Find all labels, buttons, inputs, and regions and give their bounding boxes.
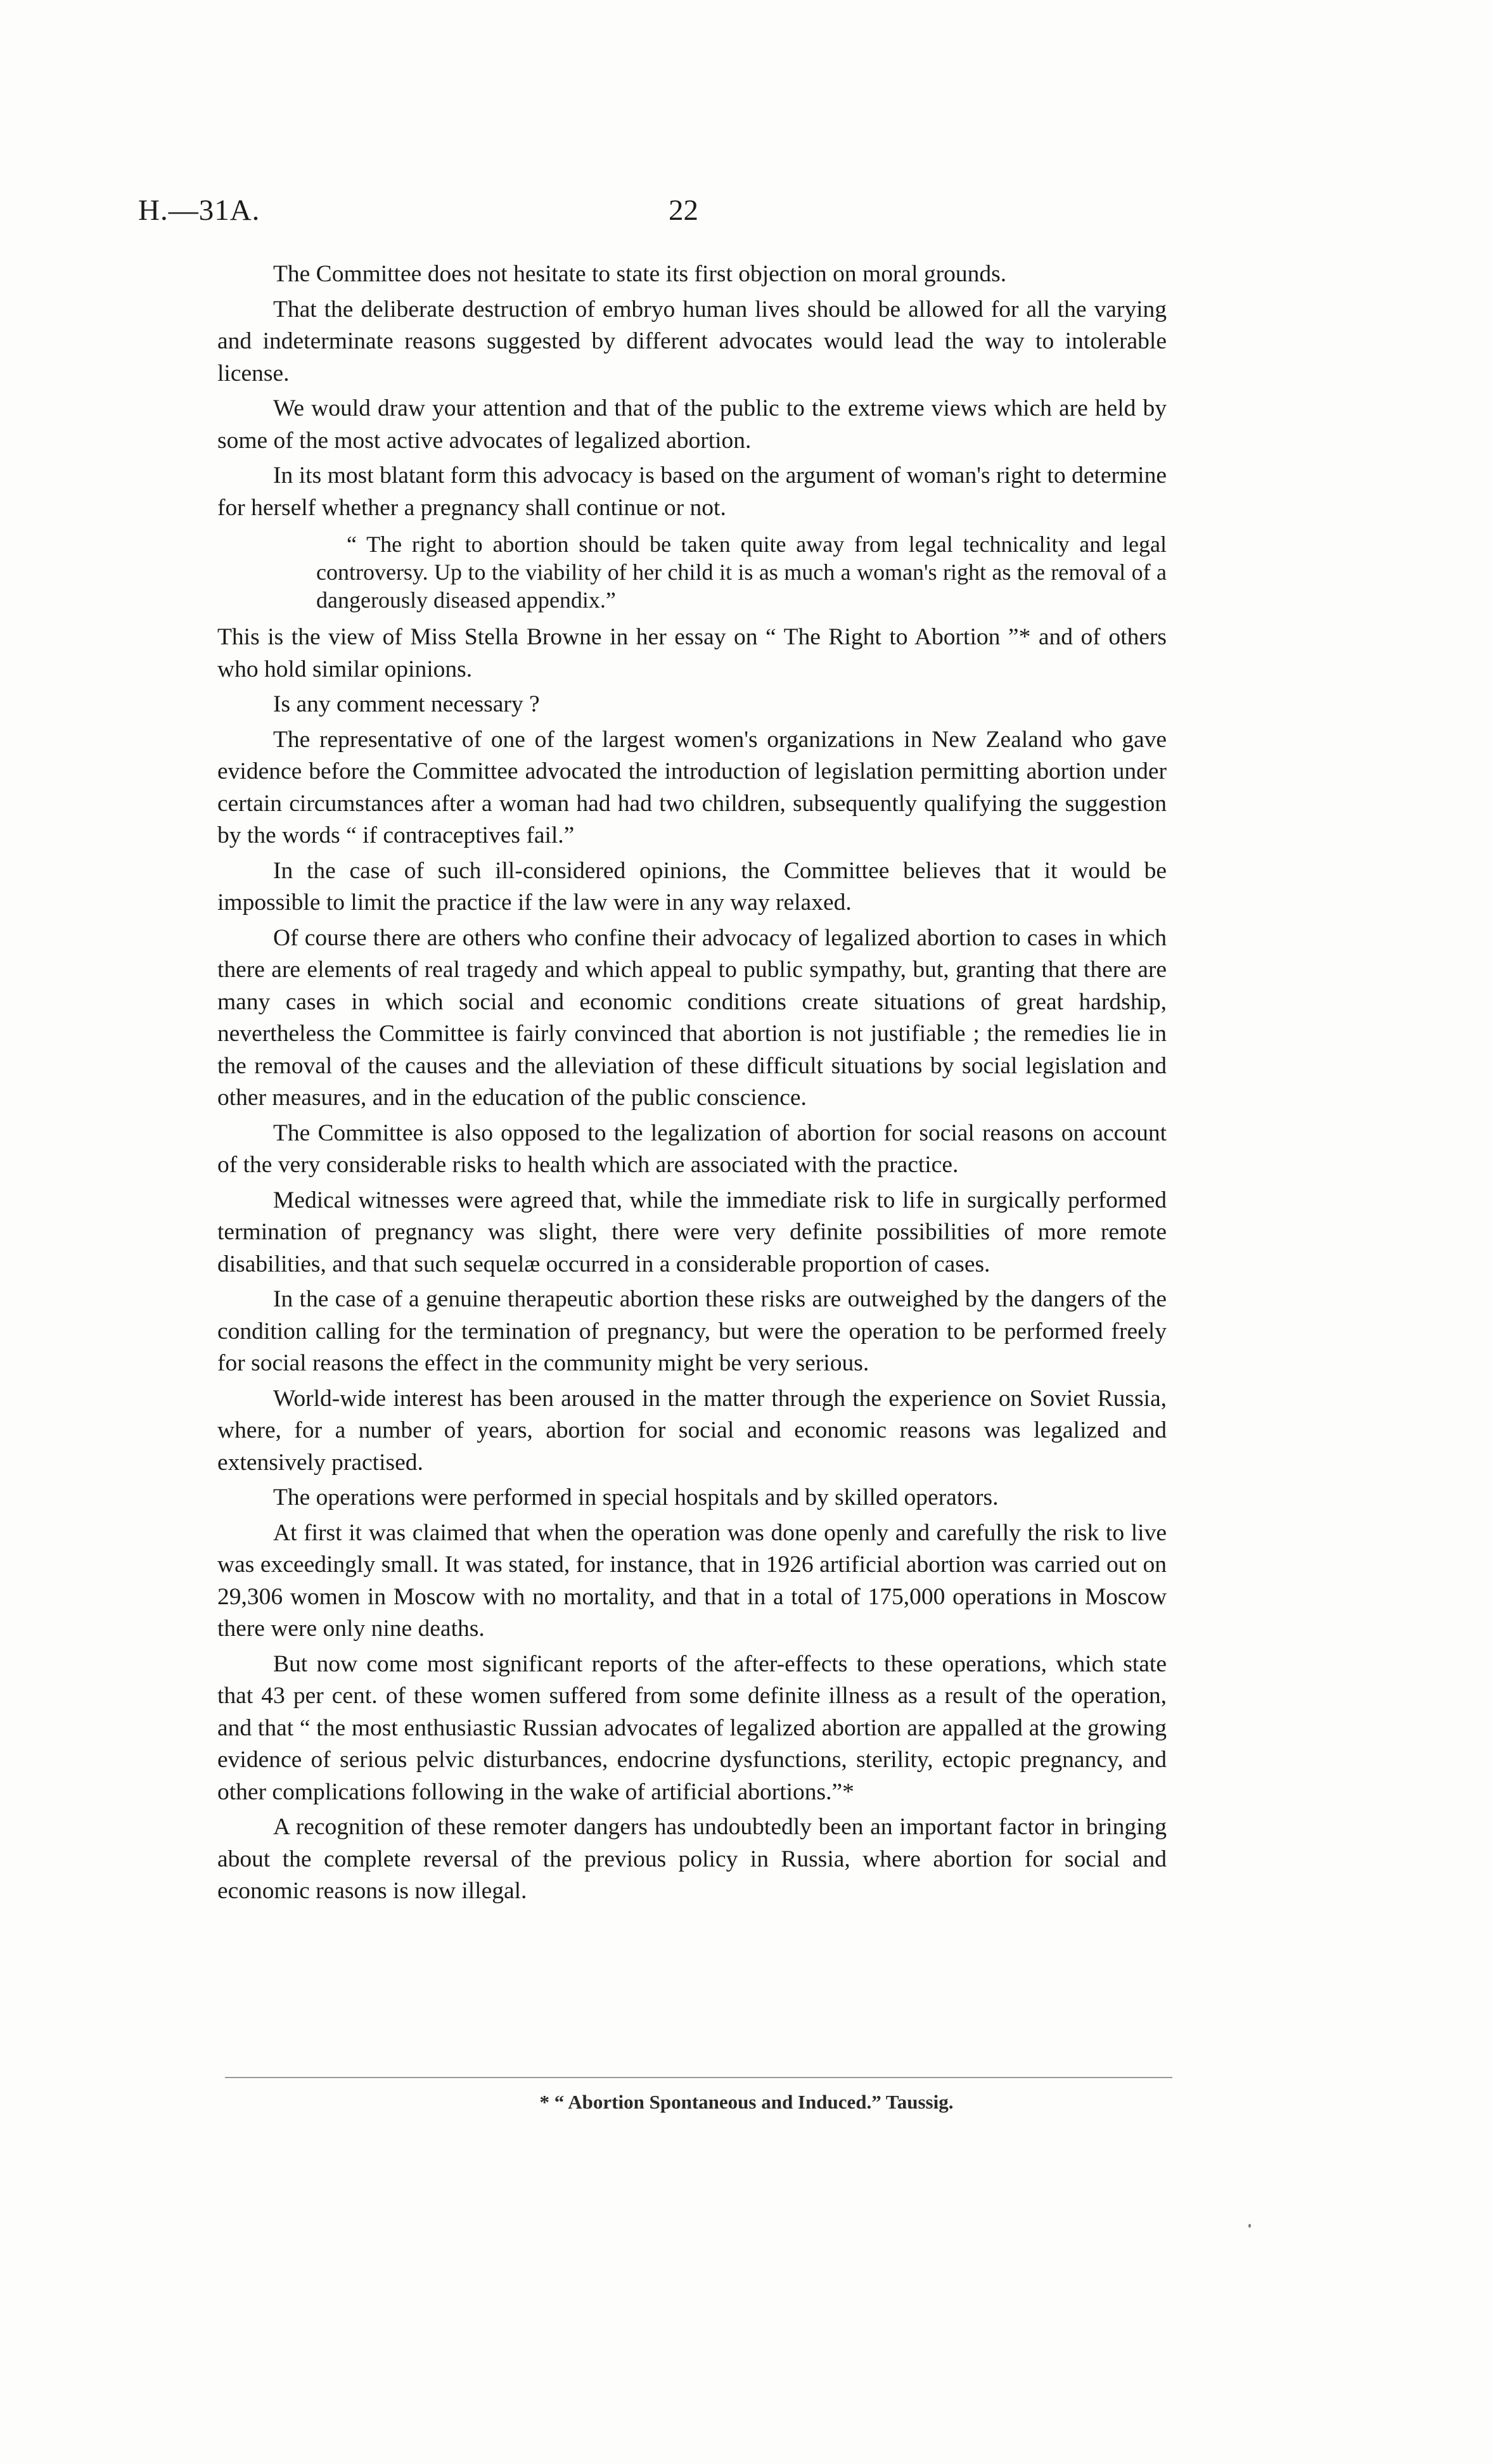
paragraph: The operations were performed in special hospitals and by skilled operators. xyxy=(273,1484,999,1510)
paragraph: In the case of such ill-considered opinions, the Committee believes that it would be impossible to limit the practice if the law were in any way relaxed. xyxy=(217,857,1167,916)
paragraph: Is any comment necessary ? xyxy=(273,691,540,717)
paragraph: The Committee is also opposed to the legalization of abortion for social reasons on account of the very considerable risks to health which are associated with the practice. xyxy=(217,1120,1167,1178)
paragraph: At first it was claimed that when the operation was done openly and carefully the risk to live was exceedingly small. It was stated, for instance, that in 1926 artificial abortion was carried out on 29,306 women in Moscow with no mortality, and that in a total of 175,000 operations in Moscow there were only nine deaths. xyxy=(217,1519,1167,1642)
paragraph: In the case of a genuine therapeutic abortion these risks are outweighed by the dangers of the condition calling for the termination of pregnancy, but were the operation to be performed freely for social reasons the effect in the community might be very serious. xyxy=(217,1286,1167,1376)
footnote-divider xyxy=(225,2077,1172,2078)
scan-speck xyxy=(1248,2224,1251,2228)
footnote: * “ Abortion Spontaneous and Induced.” Taussig. xyxy=(539,2091,954,2113)
paragraph: That the deliberate destruction of embryo human lives should be allowed for all the varying and indeterminate reasons suggested by different advocates would lead the way to intolerable license. xyxy=(217,296,1167,386)
paragraph: This is the view of Miss Stella Browne in her essay on “ The Right to Abortion ”* and of others who hold similar opinions. xyxy=(217,624,1167,682)
paragraph: Of course there are others who confine their advocacy of legalized abortion to cases in which there are elements of real tragedy and which appeal to public sympathy, but, granting that there are many cases in which social and economic conditions create situations of great hardship, nevertheless the Committee is fairly convinced that abortion is not justifiable ; the remedies lie in the removal of the causes and the alleviation of these difficult situations by social legislation and other measures, and in the education of the public conscience. xyxy=(217,924,1167,1111)
page-number: 22 xyxy=(669,194,698,227)
paragraph: The representative of one of the largest women's organizations in New Zealand who gave evidence before the Committee advocated the introduction of legislation permitting abortion under certain circumstances after a woman had had two children, subsequently qualifying the suggestion by the words “ if contraceptives fail.” xyxy=(217,726,1167,848)
paragraph: We would draw your attention and that of the public to the extreme views which are held by some of the most active advocates of legalized abortion. xyxy=(217,395,1167,454)
paragraph: Medical witnesses were agreed that, while the immediate risk to life in surgically performed termination of pregnancy was slight, there were very definite possibilities of more remote disabilities, and that such sequelæ occurred in a considerable proportion of cases. xyxy=(217,1187,1167,1277)
paragraph: A recognition of these remoter dangers has undoubtedly been an important factor in bringing about the complete reversal of the previous policy in Russia, where abortion for social and economic reasons is now illegal. xyxy=(217,1814,1167,1904)
paragraph: In its most blatant form this advocacy is based on the argument of woman's right to determine for herself whether a pregnancy shall continue or not. xyxy=(217,463,1167,521)
document-reference: H.—31A. xyxy=(138,194,260,227)
block-quote: “ The right to abortion should be taken quite away from legal technicality and legal controversy. Up to the viability of her child it is as much a woman's right as the removal of a dangerously diseased appendix.” xyxy=(316,532,1167,613)
paragraph: But now come most significant reports of the after-effects to these operations, which state that 43 per cent. of these women suffered from some definite illness as a result of the operation, and that “ the most enthusiastic Russian advocates of legalized abortion are appalled at the growing evidence of serious pelvic disturbances, endocrine dysfunctions, sterility, ectopic pregnancy, and other complications following in the wake of artificial abortions.”* xyxy=(217,1650,1167,1805)
paragraph: The Committee does not hesitate to state its first objection on moral grounds. xyxy=(273,261,1007,287)
paragraph: World-wide interest has been aroused in the matter through the experience on Soviet Russia, where, for a number of years, abortion for social and economic reasons was legalized and extensively practised. xyxy=(217,1385,1167,1476)
body-text xyxy=(217,259,1167,1911)
